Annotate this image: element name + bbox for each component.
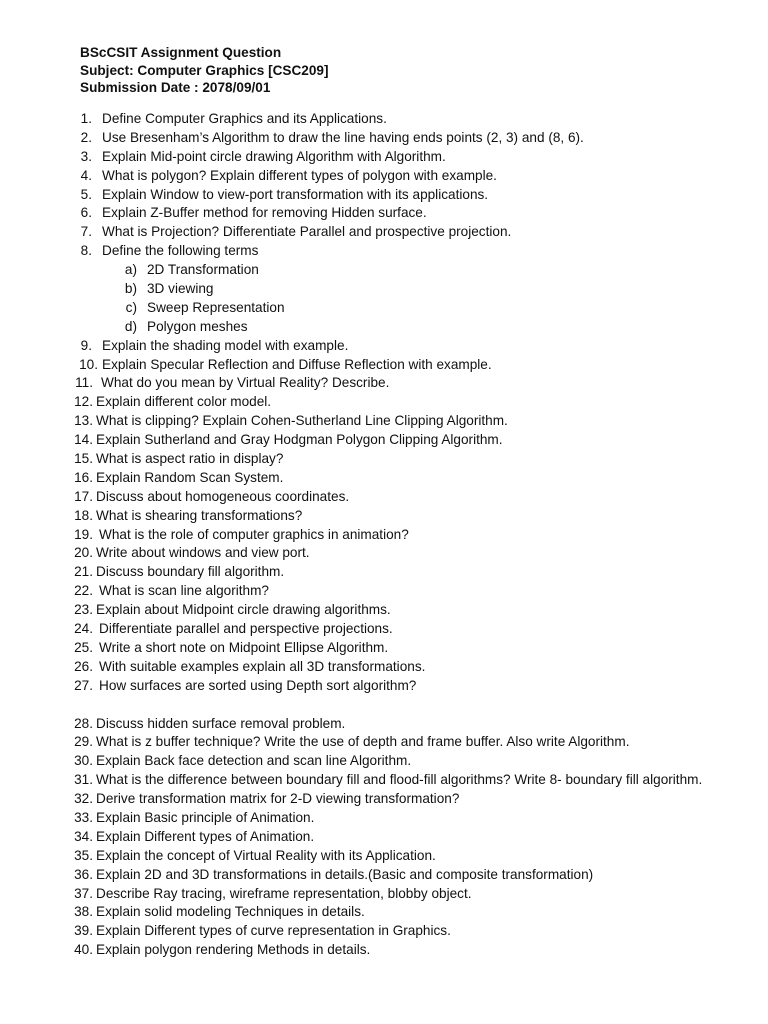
question-text: Explain Mid-point circle drawing Algorithm with Algorithm. [102,148,446,164]
question-text: Define Computer Graphics and its Applications. [102,111,387,126]
question-text: Explain Different types of Animation. [96,828,315,844]
submission-date: Submission Date : 2078/09/01 [80,80,271,95]
sub-item-letter: d) [124,318,137,334]
question-text: Explain solid modeling Techniques in details. [96,904,365,920]
question-number: 8. [80,243,92,259]
question-item [0,828,768,847]
question-text: What is z buffer technique? Write the use of depth and frame buffer. Also write Algorithm. [96,734,630,750]
question-item [0,204,768,223]
question-item [0,129,768,148]
question-item [0,356,768,375]
question-text: Explain Specular Reflection and Diffuse Reflection with example. [102,356,492,372]
question-item [0,601,768,620]
question-text: What is aspect ratio in display? [96,451,284,467]
sub-item-letter: b) [124,281,137,297]
question-number: 34. [74,828,93,844]
question-item [0,488,768,507]
question-text: Explain different color model. [96,394,272,410]
question-number: 16. [74,469,93,485]
question-text: Discuss about homogeneous coordinates. [96,488,350,504]
question-text: Define the following terms [102,243,259,259]
question-number: 10. [79,356,98,372]
question-item [0,563,768,582]
question-text: Derive transformation matrix for 2-D viewing transformation? [96,791,460,807]
question-text: Use Bresenham’s Algorithm to draw the line having ends points (2, 3) and (8, 6). [102,129,584,145]
question-text: Describe Ray tracing, wireframe representation, blobby object. [96,885,472,901]
question-text: What is the role of computer graphics in animation? [99,526,409,542]
question-item [0,771,768,790]
question-item [0,639,768,658]
question-number: 22. [74,583,93,599]
question-number: 19. [74,526,93,542]
question-item [0,148,768,167]
question-number: 32. [74,791,93,807]
question-text: Write a short note on Midpoint Ellipse Algorithm. [99,639,389,655]
question-item [0,809,768,828]
question-number: 35. [74,847,93,863]
question-item [0,186,768,205]
question-number: 7. [80,224,92,240]
question-number: 9. [80,337,92,353]
question-number: 26. [74,658,93,674]
question-text: Explain polygon rendering Methods in details. [96,942,371,958]
question-item [0,431,768,450]
sub-item [0,318,768,337]
question-number: 13. [74,413,93,429]
question-text: Explain 2D and 3D transformations in details.(Basic and composite transformation) [96,866,594,882]
sub-item-text: Sweep Representation [147,299,285,315]
sub-item [0,299,768,318]
question-item [0,393,768,412]
question-number: 29. [74,734,93,750]
sub-item-letter: c) [125,299,137,315]
question-text: Explain Window to view-port transformation with its applications. [102,186,489,202]
document-title: BScCSIT Assignment Question [80,45,282,60]
sub-item-text: 3D viewing [147,281,214,297]
question-number: 5. [80,186,92,202]
question-number: 3. [80,148,92,164]
question-item [0,582,768,601]
question-text: Explain Basic principle of Animation. [96,809,315,825]
question-text: What is clipping? Explain Cohen-Sutherland Line Clipping Algorithm. [96,413,508,429]
sub-item-text: 2D Transformation [147,262,259,278]
sub-item [0,261,768,280]
question-number: 24. [74,621,93,637]
question-item [0,922,768,941]
question-number: 40. [74,942,93,958]
question-number: 12. [74,394,93,410]
question-text: How surfaces are sorted using Depth sort algorithm? [99,677,417,693]
question-number: 18. [74,507,93,523]
question-number: 39. [74,923,93,939]
question-list [0,110,768,960]
question-text: What is shearing transformations? [96,507,303,523]
question-item [0,885,768,904]
question-number: 30. [74,753,93,769]
question-item [0,903,768,922]
question-item [0,412,768,431]
sub-item-text: Polygon meshes [147,318,248,334]
question-number: 28. [74,715,93,731]
question-item [0,450,768,469]
question-number: 23. [74,602,93,618]
question-text: What is scan line algorithm? [99,583,269,599]
question-text: What is polygon? Explain different types of polygon with example. [102,167,497,183]
question-text: Explain Back face detection and scan line Algorithm. [96,753,412,769]
question-item [0,223,768,242]
question-item [0,544,768,563]
question-number: 31. [74,772,93,788]
question-number: 38. [74,904,93,920]
question-text: Explain Random Scan System. [96,469,284,485]
question-text: With suitable examples explain all 3D transformations. [99,658,426,674]
question-text: Differentiate parallel and perspective projections. [99,621,393,637]
question-text: What is the difference between boundary fill and flood-fill algorithms? Write 8- boundary fill algorithm. [96,772,703,788]
question-number: 14. [74,432,93,448]
sub-item-letter: a) [124,262,137,278]
question-text: What do you mean by Virtual Reality? Describe. [101,375,390,391]
question-item [0,620,768,639]
question-text: What is Projection? Differentiate Parallel and prospective projection. [102,224,512,240]
question-number: 2. [80,129,92,145]
question-text: Explain Sutherland and Gray Hodgman Polygon Clipping Algorithm. [96,432,503,448]
question-text: Discuss hidden surface removal problem. [96,715,346,731]
question-number: 27. [74,677,93,693]
question-text: Explain the concept of Virtual Reality with its Application. [96,847,436,863]
question-number: 1. [80,111,92,126]
question-item [0,469,768,488]
question-item [0,507,768,526]
question-number: 15. [74,451,93,467]
question-item [0,790,768,809]
question-item [0,337,768,356]
question-text: Write about windows and view port. [96,545,310,561]
question-item [0,374,768,393]
question-number: 25. [74,639,93,655]
question-item [0,847,768,866]
question-number: 11. [75,375,93,391]
question-item [0,677,768,715]
question-text: Explain Z-Buffer method for removing Hidden surface. [102,205,427,221]
question-item [0,526,768,545]
question-number: 4. [80,167,92,183]
question-item [0,941,768,960]
subject-line: Subject: Computer Graphics [CSC209] [80,62,329,78]
question-item [0,167,768,186]
question-item [0,733,768,752]
question-item [0,658,768,677]
question-text: Explain Different types of curve representation in Graphics. [96,923,451,939]
question-item [0,242,768,261]
question-number: 21. [74,564,93,580]
question-number: 17. [74,488,93,504]
question-item [0,715,768,734]
question-number: 37. [74,885,93,901]
question-item [0,110,768,129]
question-number: 36. [74,866,93,882]
sub-item [0,280,768,299]
question-number: 6. [80,205,92,221]
question-item [0,752,768,771]
question-text: Discuss boundary fill algorithm. [96,564,285,580]
question-item [0,866,768,885]
question-text: Explain about Midpoint circle drawing algorithms. [96,602,391,618]
document-header [80,44,680,97]
question-number: 20. [74,545,93,561]
question-text: Explain the shading model with example. [102,337,349,353]
question-number: 33. [74,809,93,825]
